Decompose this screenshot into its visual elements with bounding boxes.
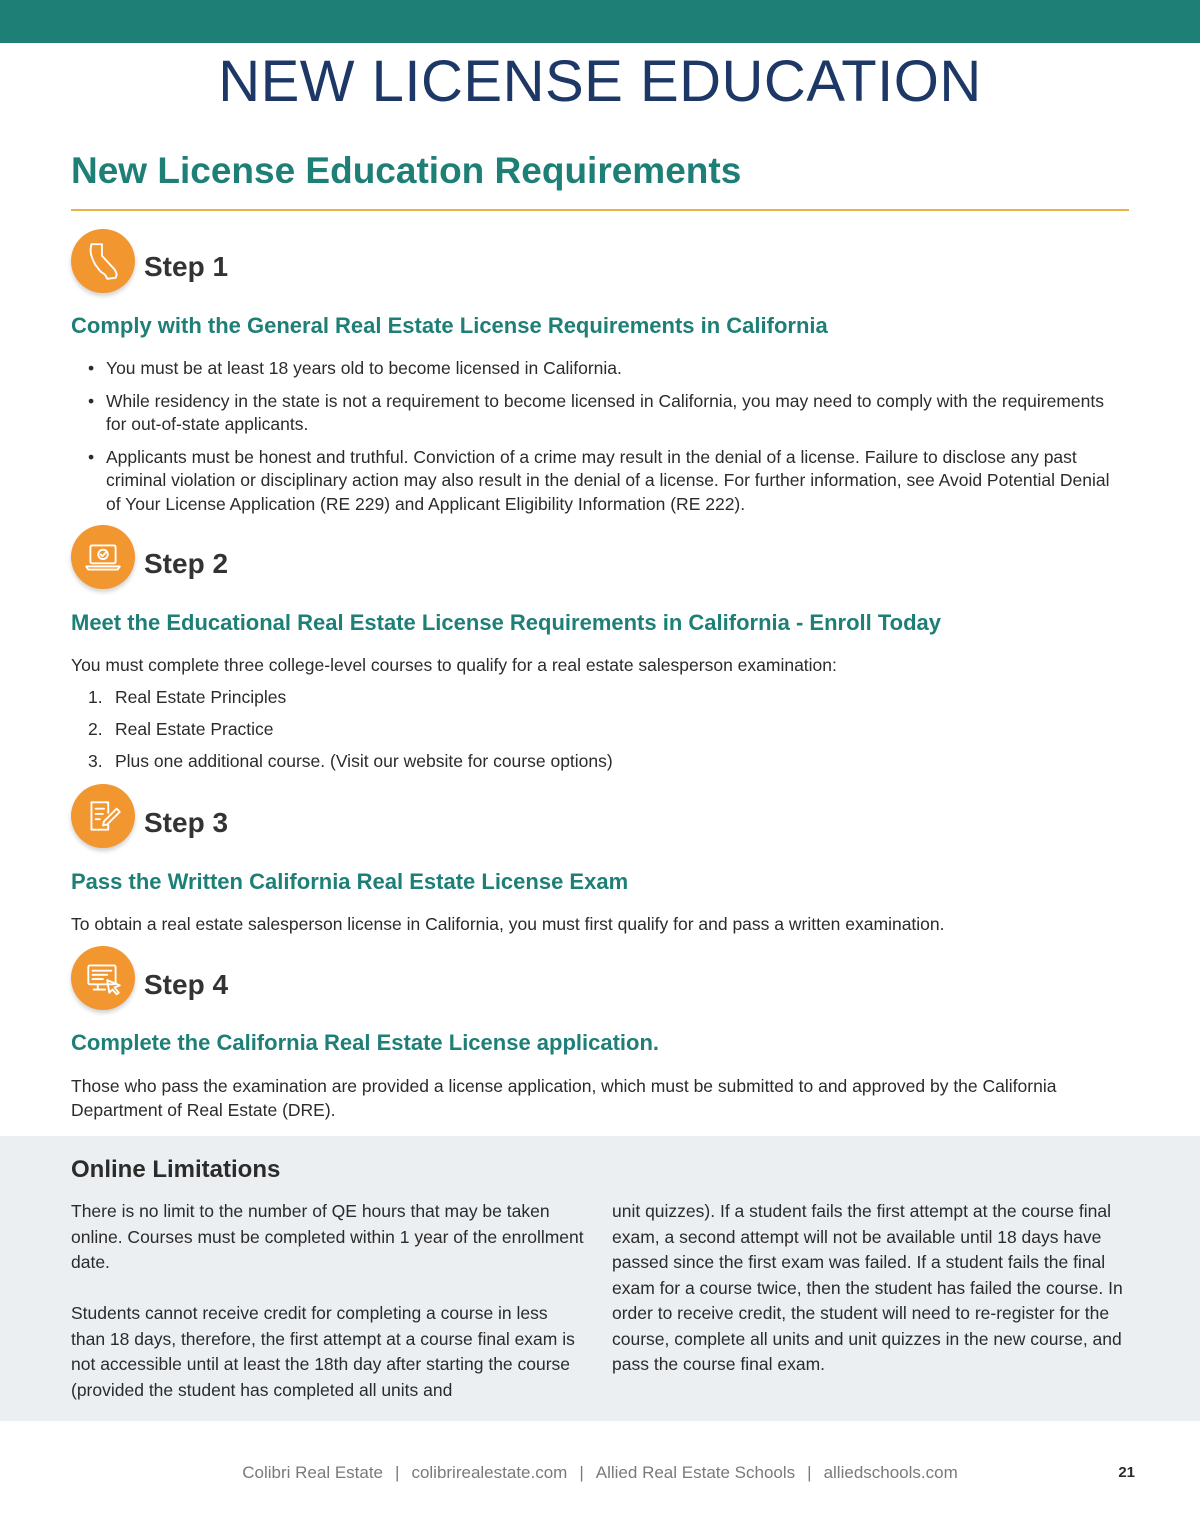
step-4-text: Those who pass the examination are provided a license application, which must be submitted to and approved by the California Department of Real Estate (DRE).	[71, 1076, 1057, 1120]
paragraph: There is no limit to the number of QE hours that may be taken online. Courses must be completed within 1 year of the enrollment date.	[71, 1201, 584, 1272]
top-color-bar	[0, 0, 1200, 43]
step-1-subtitle: Comply with the General Real Estate License Requirements in California	[71, 313, 828, 338]
paragraph: Students cannot receive credit for completing a course in less than 18 days, therefore, the first attempt at a course final exam is not accessible until at least the 18th day after starting the course (provided the student has completed all units and	[71, 1303, 575, 1400]
list-item: • While residency in the state is not a requirement to become licensed in California, you may need to comply with the requirements for out-of-state applicants.	[88, 390, 1118, 437]
heading-divider	[71, 209, 1129, 211]
step-3-text: To obtain a real estate salesperson license in California, you must first qualify for and pass a written examination.	[71, 914, 945, 934]
list-item	[88, 750, 613, 774]
footer-separator: |	[579, 1463, 584, 1482]
section-heading: New License Education Requirements	[71, 150, 742, 191]
footer-link[interactable]: colibrirealestate.com	[411, 1463, 568, 1482]
list-number: 3.	[88, 751, 103, 771]
step-4-subtitle: Complete the California Real Estate License application.	[71, 1030, 660, 1055]
list-item	[88, 718, 613, 742]
step-2-intro: You must complete three college-level courses to qualify for a real estate salesperson examination:	[71, 655, 837, 675]
footer	[0, 1463, 1200, 1483]
online-limitations-title: Online Limitations	[71, 1156, 281, 1183]
page-title: NEW LICENSE EDUCATION	[218, 49, 982, 114]
footer-separator: |	[807, 1463, 812, 1482]
list-number: 2.	[88, 719, 103, 739]
step-2-label: Step 2	[144, 548, 229, 579]
footer-brand: Colibri Real Estate	[242, 1463, 384, 1482]
step-1-label: Step 1	[144, 251, 229, 282]
list-text: Real Estate Principles	[115, 687, 287, 707]
step-2-subtitle: Meet the Educational Real Estate License Requirements in California - Enroll Today	[71, 610, 942, 635]
computer-cursor-icon	[71, 946, 135, 1010]
step-4-label: Step 4	[144, 969, 229, 1000]
list-text: Real Estate Practice	[115, 719, 274, 739]
list-item	[88, 686, 613, 710]
exam-document-pencil-icon	[71, 784, 135, 848]
step-3-label: Step 3	[144, 807, 229, 838]
course-list	[88, 686, 613, 782]
online-limitations-right-column	[612, 1199, 1127, 1378]
laptop-check-icon	[71, 525, 135, 589]
list-item: • You must be at least 18 years old to become licensed in California.	[88, 357, 1118, 381]
footer-separator: |	[395, 1463, 400, 1482]
list-item: • Applicants must be honest and truthful. Conviction of a crime may result in the denial of a license. Failure to disclose any past criminal violation or disciplinary action may also result in the denial of a license. For further information, see Avoid Potential Denial of Your License Application (RE 229) and Applicant Eligibility Information (RE 222).	[88, 446, 1118, 517]
paragraph: unit quizzes). If a student fails the first attempt at the course final exam, a second attempt will not be available until 18 days have passed since the first exam was failed. If a student fails the final exam for a course twice, then the student has failed the course. In order to receive credit, the student will need to re-register for the course, complete all units and unit quizzes in the new course, and pass the course final exam.	[612, 1201, 1123, 1374]
page-number: 21	[1118, 1464, 1135, 1481]
footer-brand: Allied Real Estate Schools	[595, 1463, 796, 1482]
list-text: Plus one additional course. (Visit our website for course options)	[115, 751, 613, 771]
california-map-icon	[71, 229, 135, 293]
step-3-subtitle: Pass the Written California Real Estate License Exam	[71, 869, 629, 894]
footer-link[interactable]: alliedschools.com	[823, 1463, 958, 1482]
online-limitations-left-column	[71, 1199, 586, 1403]
list-number: 1.	[88, 687, 103, 707]
step-1-bullet-list	[88, 357, 1118, 525]
